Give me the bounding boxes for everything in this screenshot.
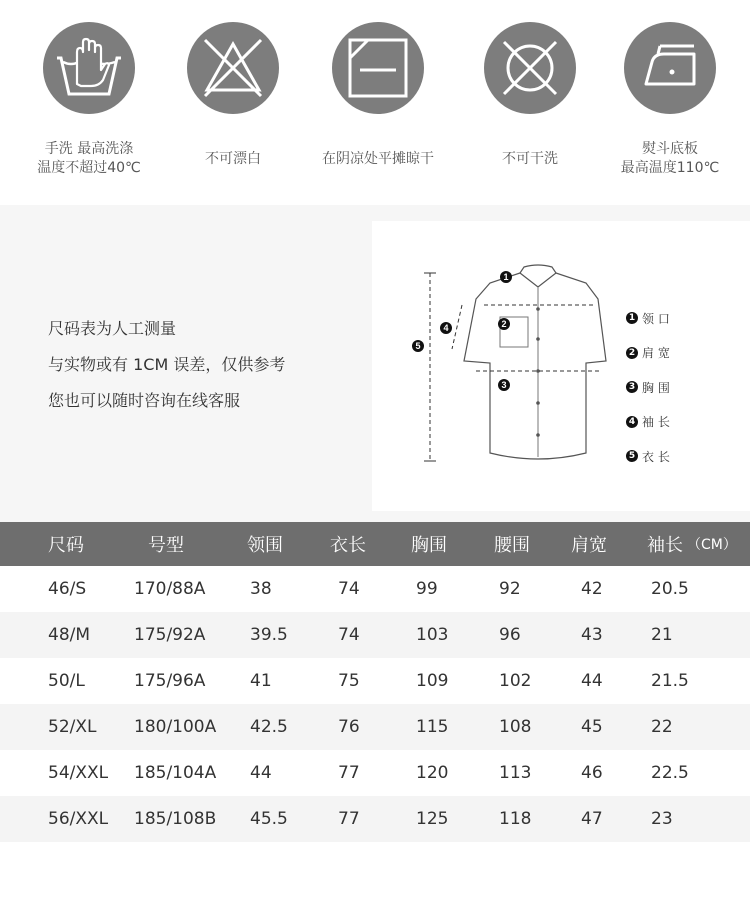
table-cell: 175/96A (134, 671, 206, 691)
legend-item-length: 5 衣 长 (626, 439, 670, 474)
table-cell: 44 (250, 763, 272, 783)
legend-item-sleeve: 4 袖 长 (626, 405, 670, 440)
no-bleach-icon (187, 22, 279, 114)
table-cell: 46 (581, 763, 603, 783)
table-cell: 102 (499, 671, 532, 691)
care-text-iron: 熨斗底板 最高温度110℃ (620, 141, 720, 176)
table-cell: 74 (338, 625, 360, 645)
table-cell: 118 (499, 809, 532, 829)
table-cell: 44 (581, 671, 603, 691)
table-cell: 74 (338, 579, 360, 599)
table-cell: 22.5 (651, 763, 689, 783)
table-cell: 43 (581, 625, 603, 645)
header-length: 衣长 (330, 535, 366, 556)
note-line: 尺码表为人工测量 (48, 319, 177, 338)
table-cell: 38 (250, 579, 272, 599)
care-text-hand-wash: 手洗 最高洗涤 温度不超过40℃ (37, 141, 141, 176)
table-cell: 20.5 (651, 579, 689, 599)
table-row (0, 612, 750, 658)
hand-wash-icon (43, 22, 135, 114)
table-cell: 77 (338, 809, 360, 829)
table-cell: 170/88A (134, 579, 206, 599)
table-cell: 115 (416, 717, 449, 737)
table-cell: 45.5 (250, 809, 288, 829)
table-cell: 23 (651, 809, 673, 829)
table-row (0, 796, 750, 842)
table-cell: 22 (651, 717, 673, 737)
no-dry-clean-icon (484, 22, 576, 114)
table-cell: 21.5 (651, 671, 689, 691)
table-cell: 76 (338, 717, 360, 737)
table-cell: 54/XXL (48, 763, 109, 783)
care-text-dry-flat: 在阴凉处平摊晾干 (322, 151, 434, 167)
table-cell: 77 (338, 763, 360, 783)
table-cell: 92 (499, 579, 521, 599)
table-cell: 75 (338, 671, 360, 691)
size-table-body (0, 566, 750, 842)
header-shoulder: 肩宽 (571, 535, 607, 556)
svg-text:1: 1 (503, 272, 509, 282)
table-cell: 56/XXL (48, 809, 109, 829)
table-row (0, 566, 750, 612)
header-collar: 领围 (247, 535, 283, 556)
table-cell: 180/100A (134, 717, 217, 737)
care-text-no-dry-clean: 不可干洗 (502, 151, 558, 167)
table-cell: 185/108B (134, 809, 217, 829)
table-cell: 47 (581, 809, 603, 829)
care-hand-wash (14, 0, 164, 205)
table-row (0, 750, 750, 796)
table-cell: 120 (416, 763, 449, 783)
header-chest: 胸围 (411, 535, 447, 556)
table-cell: 52/XL (48, 717, 97, 737)
table-cell: 103 (416, 625, 449, 645)
table-cell: 109 (416, 671, 449, 691)
measurement-section (0, 205, 750, 522)
care-instructions (0, 0, 750, 205)
measurement-notes (48, 311, 285, 419)
table-cell: 39.5 (250, 625, 288, 645)
care-iron (595, 0, 745, 205)
dry-flat-shade-icon (332, 22, 424, 114)
table-cell: 50/L (48, 671, 85, 691)
table-cell: 125 (416, 809, 449, 829)
table-cell: 99 (416, 579, 438, 599)
table-cell: 46/S (48, 579, 87, 599)
care-text-no-bleach: 不可漂白 (205, 151, 261, 167)
table-cell: 185/104A (134, 763, 217, 783)
table-cell: 21 (651, 625, 673, 645)
svg-text:5: 5 (415, 341, 421, 351)
table-cell: 175/92A (134, 625, 206, 645)
care-no-dry-clean (455, 0, 605, 205)
shirt-illustration (372, 221, 750, 511)
table-cell: 45 (581, 717, 603, 737)
header-sleeve: 袖长 （CM） (647, 535, 737, 556)
table-cell: 113 (499, 763, 532, 783)
unit-label: （CM） (687, 537, 737, 553)
svg-text:3: 3 (501, 380, 507, 390)
size-table (0, 522, 750, 842)
note-line: 与实物或有 1CM 误差，仅供参考 (48, 355, 286, 374)
legend-item-chest: 3 胸 围 (626, 370, 670, 405)
table-cell: 41 (250, 671, 272, 691)
table-cell: 42 (581, 579, 603, 599)
table-cell: 96 (499, 625, 521, 645)
iron-icon (624, 22, 716, 114)
table-cell: 42.5 (250, 717, 288, 737)
size-table-header (0, 522, 750, 566)
care-no-bleach (158, 0, 308, 205)
svg-text:2: 2 (501, 319, 507, 329)
header-size: 尺码 (48, 535, 84, 556)
diagram-legend (626, 301, 670, 474)
svg-text:4: 4 (443, 323, 449, 333)
table-cell: 108 (499, 717, 532, 737)
legend-item-shoulder: 2 肩 宽 (626, 336, 670, 371)
care-dry-flat (303, 0, 453, 205)
note-line: 您也可以随时咨询在线客服 (48, 391, 241, 410)
table-row (0, 658, 750, 704)
table-cell: 48/M (48, 625, 91, 645)
header-waist: 腰围 (494, 535, 530, 556)
shirt-diagram (372, 221, 750, 511)
table-row (0, 704, 750, 750)
legend-item-collar: 1 领 口 (626, 301, 670, 336)
header-model: 号型 (148, 535, 184, 556)
